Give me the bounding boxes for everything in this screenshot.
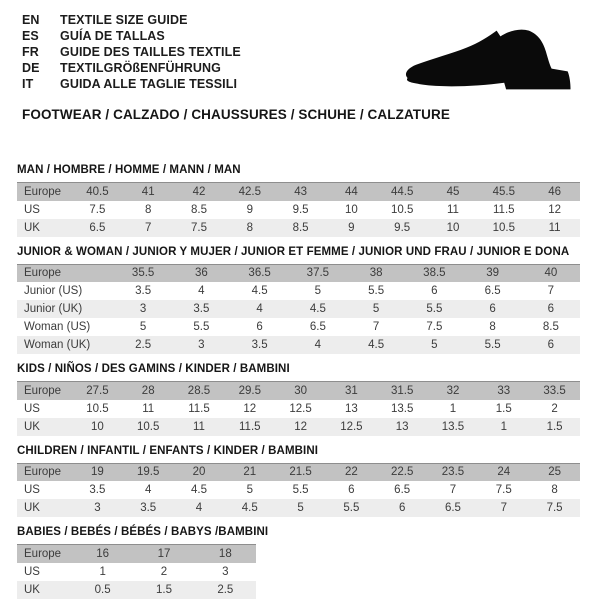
language-label: TEXTILE SIZE GUIDE — [60, 13, 188, 27]
size-cell: 8.5 — [190, 203, 207, 216]
size-cell: 7.5 — [89, 203, 106, 216]
table-row — [17, 581, 256, 599]
size-cell: 16 — [96, 547, 110, 560]
size-cell: 22 — [344, 466, 358, 479]
size-cell: 1.5 — [495, 402, 512, 415]
size-cell: 7 — [547, 285, 555, 297]
size-cell: 20 — [192, 466, 206, 479]
row-label: Woman (US) — [24, 321, 91, 333]
size-cell: 25 — [548, 466, 561, 479]
size-cell: 24 — [497, 466, 511, 479]
size-table — [17, 463, 580, 518]
size-cell: 19.5 — [137, 466, 160, 479]
size-cell: 37.5 — [306, 267, 330, 280]
row-label: Woman (UK) — [24, 339, 91, 351]
size-cell: 5 — [372, 303, 380, 315]
size-cell: 46 — [548, 185, 561, 198]
size-cell: 11 — [142, 402, 155, 415]
size-cell: 21 — [243, 466, 257, 479]
size-cell: 5.5 — [292, 484, 309, 496]
size-cell: 9.5 — [292, 203, 309, 216]
size-cell: 1.5 — [546, 420, 563, 433]
size-cell: 4.5 — [190, 484, 207, 496]
table-title: BABIES / BEBÉS / BÉBÉS / BABYS /BAMBINI — [17, 526, 269, 538]
size-cell: 2 — [551, 402, 558, 415]
language-label: GUÍA DE TALLAS — [60, 29, 165, 43]
size-cell: 3.5 — [193, 303, 210, 315]
size-cell: 13.5 — [390, 402, 414, 415]
size-cell: 2 — [160, 565, 168, 578]
size-cell: 7 — [372, 321, 380, 333]
size-cell: 10.5 — [390, 203, 414, 216]
size-cell: 6 — [431, 285, 438, 297]
table-title: CHILDREN / INFANTIL / ENFANTS / KINDER / BAMBINI — [17, 444, 319, 457]
size-cell: 38 — [369, 267, 383, 280]
size-cell: 11.5 — [239, 420, 261, 433]
size-cell: 3 — [139, 303, 147, 315]
size-cell: 33 — [497, 384, 511, 397]
size-cell: 12.5 — [340, 420, 363, 433]
size-cell: 5.5 — [193, 321, 210, 333]
table-row — [17, 418, 580, 436]
language-code: ES — [22, 29, 39, 43]
size-table-section — [17, 246, 580, 355]
size-cell: 1 — [500, 420, 507, 433]
size-cell: 6.5 — [484, 285, 501, 297]
size-cell: 4.5 — [368, 339, 385, 351]
size-cell: 0.5 — [94, 583, 111, 596]
size-cell: 7.5 — [190, 221, 207, 234]
size-cell: 3.5 — [135, 285, 152, 297]
size-table-section — [17, 445, 580, 518]
row-label: Europe — [24, 466, 62, 479]
size-tables — [17, 164, 580, 599]
size-cell: 45 — [446, 185, 460, 198]
table-row — [17, 400, 580, 418]
size-cell: 7 — [500, 502, 507, 514]
table-row — [17, 300, 580, 318]
table-row — [17, 183, 580, 201]
table-row — [17, 336, 580, 354]
row-label: US — [24, 565, 40, 578]
size-cell: 31 — [344, 384, 358, 397]
language-label: GUIDE DES TAILLES TEXTILE — [60, 45, 241, 59]
size-cell: 12 — [294, 420, 307, 433]
size-cell: 1 — [99, 565, 106, 578]
size-cell: 7.5 — [495, 484, 512, 496]
row-label: US — [24, 203, 40, 216]
size-cell: 23.5 — [441, 466, 465, 479]
size-cell: 8.5 — [292, 221, 309, 234]
size-cell: 40 — [544, 267, 558, 280]
size-cell: 6 — [547, 303, 555, 315]
size-cell: 3 — [198, 339, 205, 351]
size-cell: 18 — [218, 547, 232, 560]
size-cell: 11 — [193, 420, 205, 433]
size-cell: 4 — [256, 303, 263, 315]
size-cell: 8 — [551, 484, 558, 496]
table-row — [17, 563, 256, 581]
size-cell: 9.5 — [394, 221, 411, 234]
size-cell: 27.5 — [86, 384, 109, 397]
size-cell: 5 — [246, 484, 253, 496]
size-cell: 2.5 — [135, 339, 152, 351]
size-cell: 10.5 — [137, 420, 160, 433]
size-cell: 13.5 — [441, 420, 465, 433]
size-cell: 11.5 — [493, 203, 515, 216]
size-cell: 6.5 — [89, 221, 106, 234]
size-table-section — [17, 363, 580, 436]
language-label: TEXTILGRÖßENFÜHRUNG — [60, 61, 221, 75]
size-cell: 12 — [243, 402, 257, 415]
size-cell: 19 — [91, 466, 104, 479]
size-cell: 10.5 — [86, 402, 109, 415]
row-label: Europe — [24, 547, 62, 560]
size-cell: 22.5 — [390, 466, 414, 479]
size-cell: 12.5 — [289, 402, 312, 415]
row-label: Europe — [24, 185, 62, 198]
size-cell: 29.5 — [238, 384, 261, 397]
table-title: MAN / HOMBRE / HOMME / MANN / MAN — [17, 164, 241, 176]
size-cell: 8 — [246, 221, 253, 234]
size-cell: 10.5 — [492, 221, 515, 234]
size-cell: 41 — [141, 185, 155, 198]
size-cell: 6.5 — [309, 321, 326, 333]
size-cell: 28 — [141, 384, 155, 397]
size-cell: 6.5 — [444, 502, 461, 514]
size-cell: 5.5 — [484, 339, 501, 351]
language-code: EN — [22, 13, 40, 27]
size-cell: 10 — [91, 420, 104, 433]
size-cell: 10 — [446, 221, 460, 234]
row-label: Europe — [24, 384, 62, 397]
size-cell: 4 — [195, 502, 203, 514]
size-cell: 11 — [447, 203, 459, 216]
size-cell: 9 — [246, 203, 253, 216]
size-cell: 7.5 — [426, 321, 443, 333]
size-cell: 5 — [139, 321, 147, 333]
size-cell: 3.5 — [140, 502, 157, 514]
row-label: UK — [24, 221, 40, 234]
table-title: KIDS / NIÑOS / DES GAMINS / KINDER / BAMBINI — [17, 363, 290, 375]
size-cell: 45.5 — [492, 185, 515, 198]
size-table-section — [17, 164, 580, 237]
table-row — [17, 481, 580, 499]
size-cell: 13 — [395, 420, 409, 433]
size-cell: 5 — [431, 339, 438, 351]
size-cell: 2.5 — [217, 583, 234, 596]
size-table — [17, 182, 580, 237]
row-label: US — [24, 402, 40, 415]
size-cell: 7 — [449, 484, 457, 496]
size-cell: 17 — [157, 547, 171, 560]
size-cell: 5.5 — [343, 502, 360, 514]
size-cell: 36.5 — [248, 267, 271, 280]
size-cell: 5 — [314, 285, 322, 297]
size-cell: 31.5 — [390, 384, 414, 397]
size-cell: 11 — [548, 221, 561, 234]
size-cell: 3.5 — [89, 484, 106, 496]
size-cell: 9 — [348, 221, 355, 234]
size-cell: 6 — [256, 321, 263, 333]
dress-shoe-icon — [400, 26, 580, 96]
size-cell: 6 — [489, 303, 496, 315]
language-code: FR — [22, 45, 39, 59]
size-cell: 32 — [446, 384, 460, 397]
size-cell: 3 — [94, 502, 101, 514]
size-cell: 10 — [344, 203, 358, 216]
size-cell: 6 — [547, 339, 555, 351]
size-cell: 44.5 — [390, 185, 414, 198]
size-cell: 3 — [222, 565, 229, 578]
size-cell: 4 — [314, 339, 322, 351]
size-cell: 7 — [144, 221, 152, 234]
size-cell: 3.5 — [251, 339, 268, 351]
size-cell: 8 — [489, 321, 496, 333]
size-cell: 1.5 — [155, 583, 172, 596]
size-cell: 28.5 — [187, 384, 211, 397]
table-row — [17, 463, 580, 481]
size-cell: 42 — [192, 185, 206, 198]
size-table — [17, 264, 580, 355]
table-row — [17, 264, 580, 282]
size-table-section — [17, 526, 580, 599]
size-cell: 8 — [144, 203, 152, 216]
size-cell: 6 — [348, 484, 355, 496]
row-label: Junior (UK) — [24, 303, 83, 315]
language-label: GUIDA ALLE TAGLIE TESSILI — [60, 77, 238, 91]
size-cell: 21.5 — [289, 466, 312, 479]
size-cell: 30 — [294, 384, 307, 397]
table-row — [17, 201, 580, 219]
size-cell: 5.5 — [368, 285, 385, 297]
size-cell: 43 — [294, 185, 307, 198]
dress-shoe-silhouette-path — [406, 30, 571, 90]
size-table — [17, 381, 580, 436]
size-cell: 1 — [449, 402, 457, 415]
table-row — [17, 545, 256, 563]
table-row — [17, 282, 580, 300]
size-cell: 38.5 — [423, 267, 446, 280]
size-cell: 6.5 — [394, 484, 411, 496]
size-cell: 33.5 — [543, 384, 566, 397]
size-cell: 7.5 — [546, 502, 563, 514]
size-cell: 44 — [344, 185, 358, 198]
size-cell: 4.5 — [309, 303, 326, 315]
row-label: UK — [24, 420, 40, 433]
table-row — [17, 318, 580, 336]
size-cell: 4 — [144, 484, 152, 496]
row-label: UK — [24, 502, 40, 514]
size-cell: 36 — [194, 267, 208, 280]
size-cell: 8.5 — [542, 321, 559, 333]
size-cell: 6 — [398, 502, 406, 514]
row-label: Europe — [24, 267, 62, 280]
size-cell: 5 — [297, 502, 304, 514]
table-title: JUNIOR & WOMAN / JUNIOR Y MUJER / JUNIOR ET FEMME / JUNIOR UND FRAU / JUNIOR E DONA — [17, 245, 570, 258]
size-cell: 4.5 — [241, 502, 258, 514]
table-row — [17, 382, 580, 400]
size-cell: 5.5 — [426, 303, 443, 315]
category-title: FOOTWEAR / CALZADO / CHAUSSURES / SCHUHE / CALZATURE — [22, 107, 450, 122]
size-cell: 4 — [198, 285, 205, 297]
size-cell: 13 — [344, 402, 358, 415]
table-row — [17, 219, 580, 237]
size-cell: 12 — [548, 203, 561, 216]
size-table — [17, 544, 256, 599]
language-code: DE — [22, 61, 40, 75]
language-code: IT — [22, 77, 34, 91]
size-cell: 35.5 — [131, 267, 155, 280]
size-cell: 40.5 — [86, 185, 109, 198]
size-cell: 4.5 — [251, 285, 268, 297]
size-cell: 11.5 — [188, 402, 210, 415]
row-label: Junior (US) — [24, 285, 83, 297]
row-label: UK — [24, 583, 40, 596]
table-row — [17, 499, 580, 517]
size-cell: 39 — [486, 267, 500, 280]
row-label: US — [24, 484, 40, 496]
size-cell: 42.5 — [238, 185, 261, 198]
